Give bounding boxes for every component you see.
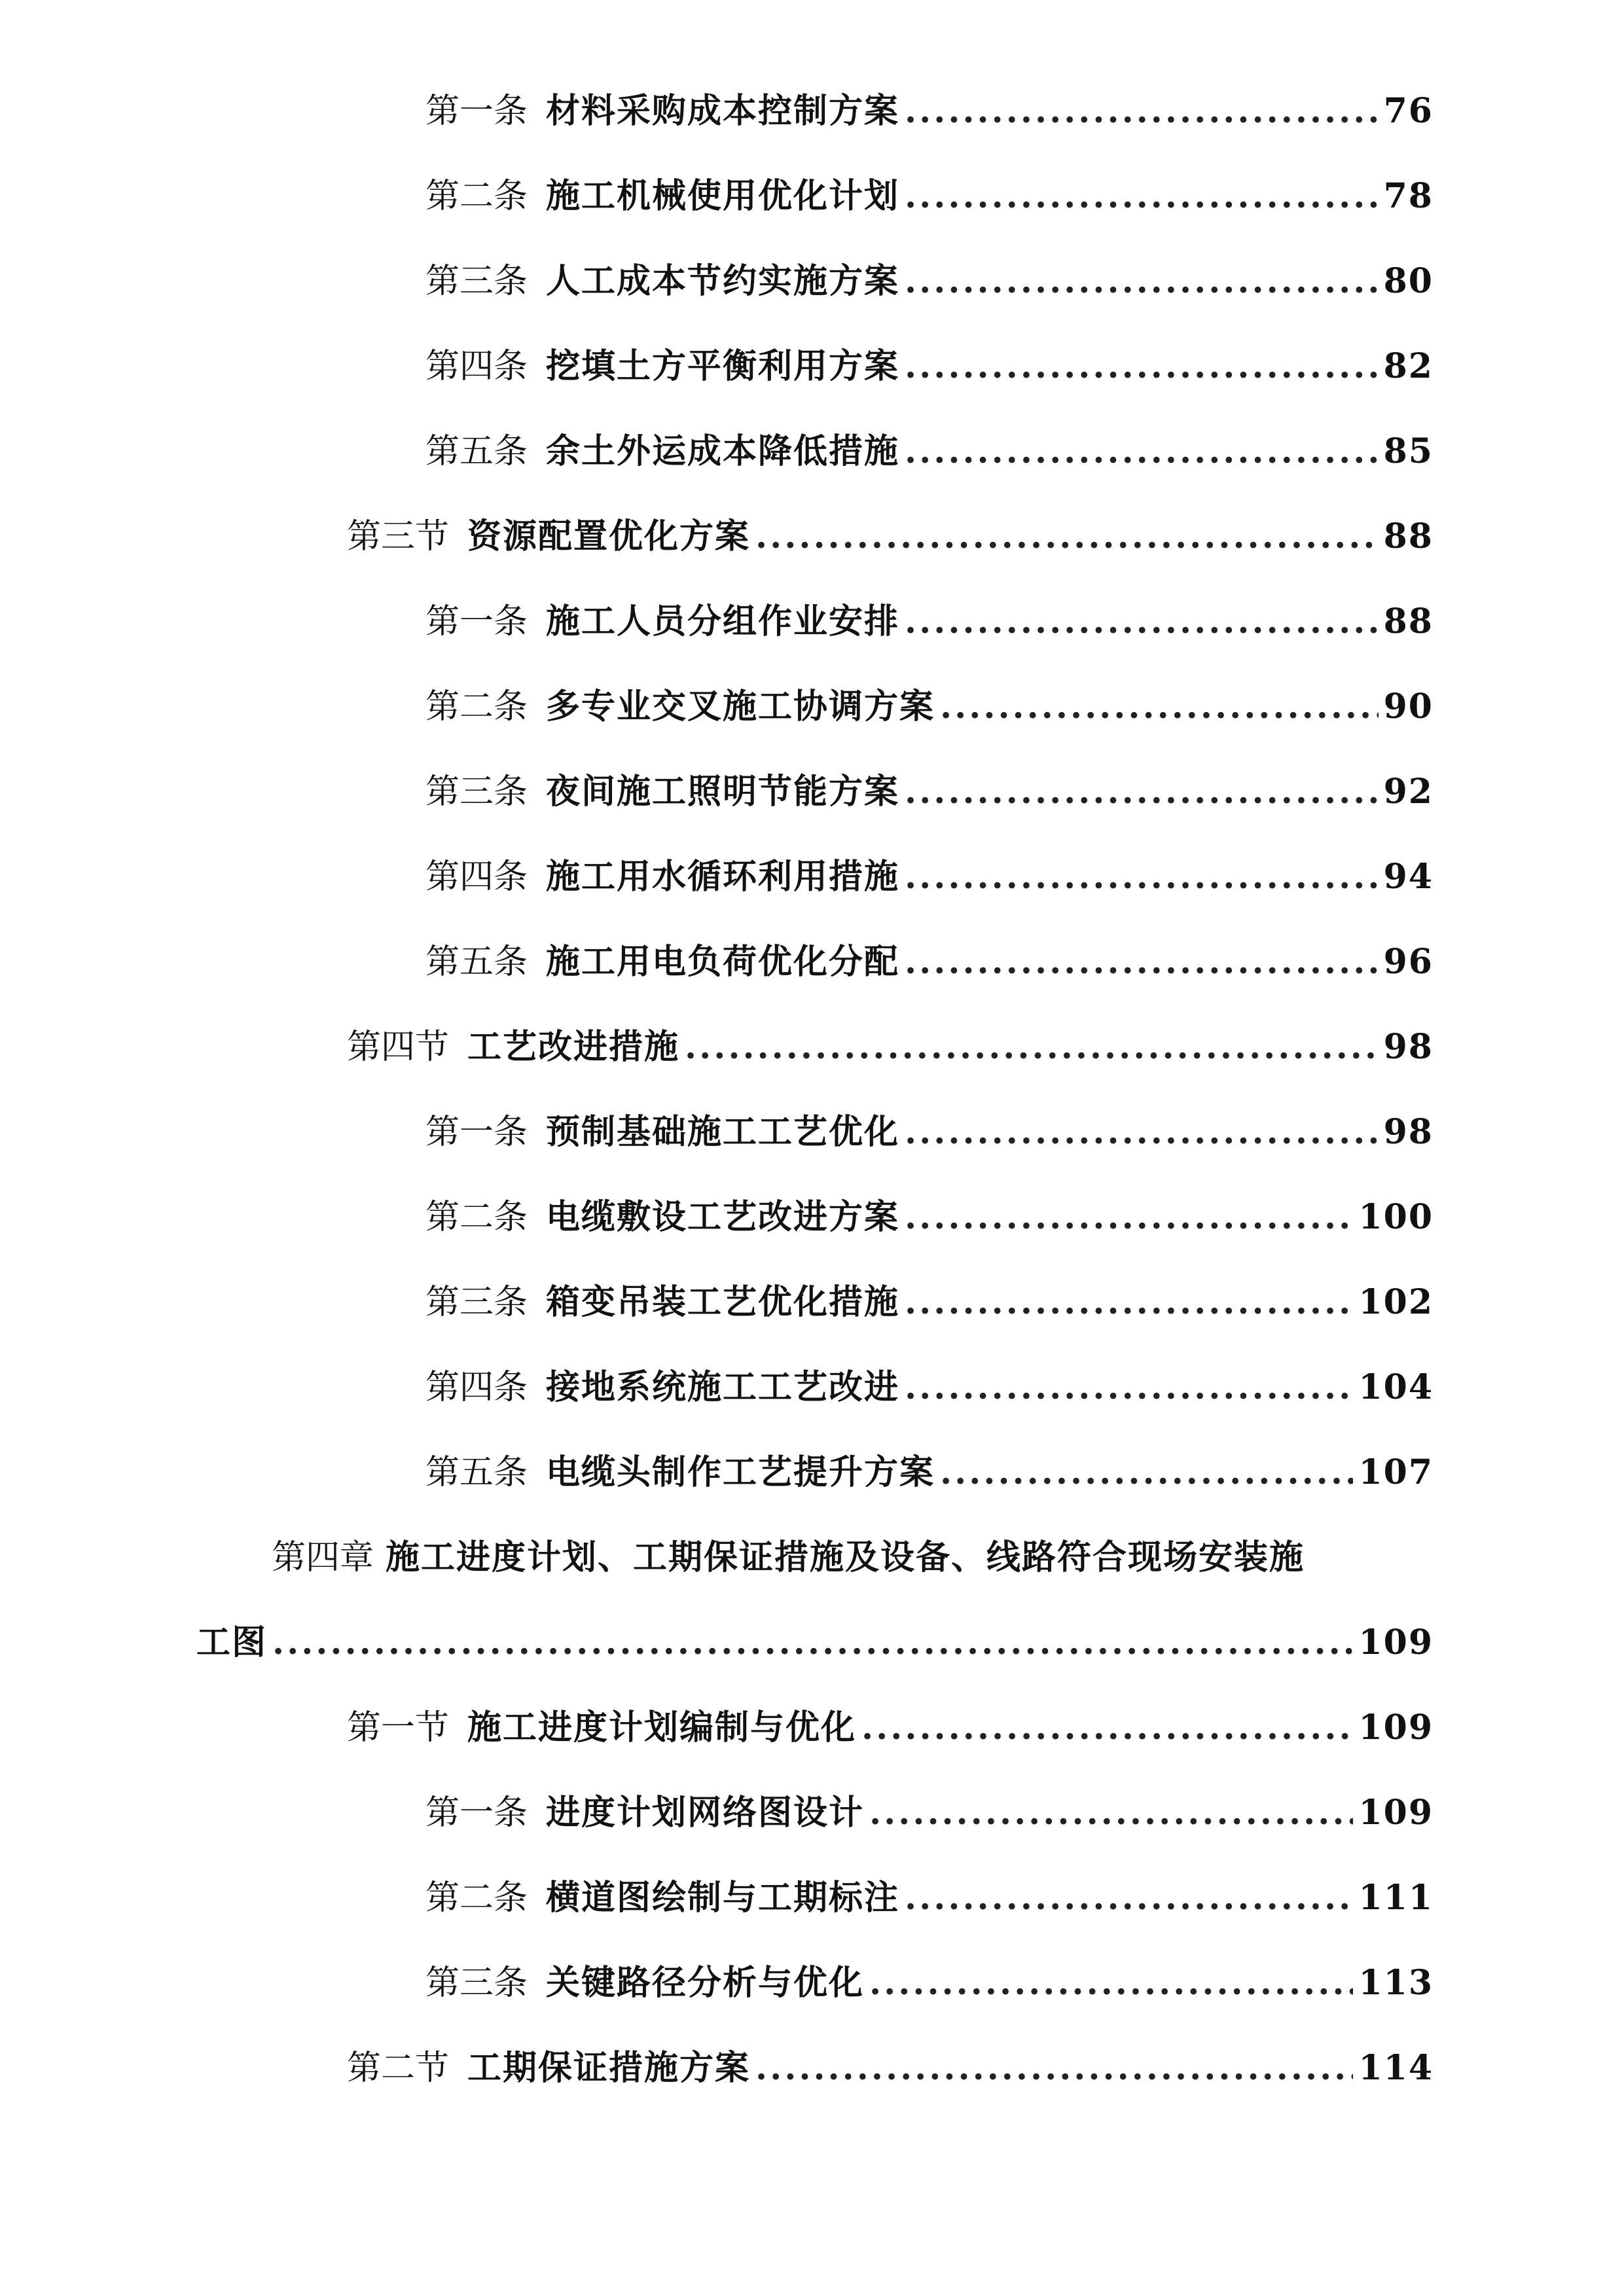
entry-label: 第一节 bbox=[347, 1708, 450, 1748]
dot-leader bbox=[905, 936, 1379, 988]
toc-chapter-heading[interactable] bbox=[272, 1532, 1434, 1584]
dot-leader bbox=[905, 851, 1379, 903]
chapter-label: 第四章 bbox=[272, 1538, 374, 1577]
entry-page-number: 85 bbox=[1383, 431, 1434, 471]
entry-page-number: 80 bbox=[1383, 261, 1434, 301]
entry-label: 第四条 bbox=[425, 857, 528, 897]
entry-page-number: 111 bbox=[1358, 1878, 1434, 1918]
entry-label: 第二条 bbox=[425, 1878, 528, 1918]
dot-leader bbox=[905, 425, 1379, 478]
dot-leader bbox=[905, 1191, 1353, 1244]
toc-entry[interactable] bbox=[425, 425, 1434, 478]
entry-label: 第四条 bbox=[425, 1368, 528, 1407]
entry-page-number: 98 bbox=[1383, 1027, 1434, 1067]
entry-title: 材料采购成本控制方案 bbox=[546, 91, 900, 131]
toc-entry[interactable] bbox=[425, 255, 1434, 308]
entry-title: 施工人员分组作业安排 bbox=[546, 601, 900, 641]
toc-entry[interactable] bbox=[425, 936, 1434, 988]
dot-leader bbox=[869, 1957, 1353, 2009]
entry-title: 施工进度计划编制与优化 bbox=[467, 1708, 857, 1748]
dot-leader bbox=[905, 1872, 1353, 1924]
toc-entry[interactable] bbox=[425, 340, 1434, 393]
entry-title: 施工用电负荷优化分配 bbox=[546, 942, 900, 982]
chapter-title-line2: 工图 bbox=[196, 1623, 268, 1662]
entry-page-number: 109 bbox=[1358, 1708, 1434, 1748]
dot-leader bbox=[869, 1787, 1353, 1839]
entry-label: 第一条 bbox=[425, 1113, 528, 1152]
dot-leader bbox=[905, 255, 1379, 308]
dot-leader bbox=[755, 2042, 1353, 2094]
entry-page-number: 82 bbox=[1383, 346, 1434, 386]
toc-entry[interactable] bbox=[425, 1361, 1434, 1414]
dot-leader bbox=[905, 85, 1379, 137]
entry-page-number: 76 bbox=[1383, 91, 1434, 131]
toc-entry[interactable] bbox=[425, 1191, 1434, 1244]
entry-label: 第四节 bbox=[347, 1028, 450, 1067]
chapter-page-number: 109 bbox=[1358, 1623, 1434, 1662]
entry-title: 余土外运成本降低措施 bbox=[546, 431, 900, 471]
dot-leader bbox=[905, 1361, 1353, 1414]
dot-leader bbox=[272, 1617, 1353, 1669]
entry-page-number: 104 bbox=[1358, 1367, 1434, 1407]
entry-label: 第二条 bbox=[425, 687, 528, 726]
entry-label: 第二节 bbox=[347, 2049, 450, 2088]
entry-label: 第五条 bbox=[425, 942, 528, 982]
dot-leader bbox=[940, 681, 1379, 733]
entry-page-number: 94 bbox=[1383, 857, 1434, 897]
entry-page-number: 88 bbox=[1383, 516, 1434, 556]
entry-page-number: 107 bbox=[1358, 1452, 1434, 1492]
entry-page-number: 90 bbox=[1383, 687, 1434, 726]
toc-entry[interactable] bbox=[347, 511, 1434, 563]
dot-leader bbox=[861, 1702, 1353, 1754]
dot-leader bbox=[905, 596, 1379, 648]
toc-entry[interactable] bbox=[425, 1872, 1434, 1924]
entry-title: 多专业交叉施工协调方案 bbox=[546, 687, 935, 726]
entry-label: 第一条 bbox=[425, 602, 528, 641]
entry-page-number: 114 bbox=[1358, 2048, 1434, 2088]
dot-leader bbox=[905, 170, 1379, 223]
toc-entry[interactable] bbox=[425, 596, 1434, 648]
entry-title: 进度计划网络图设计 bbox=[546, 1793, 865, 1833]
dot-leader bbox=[905, 766, 1379, 818]
dot-leader bbox=[905, 340, 1379, 393]
entry-title: 关键路径分析与优化 bbox=[546, 1963, 865, 2003]
entry-page-number: 113 bbox=[1358, 1963, 1434, 2003]
entry-title: 工期保证措施方案 bbox=[467, 2048, 751, 2088]
dot-leader bbox=[940, 1446, 1353, 1499]
toc-entry[interactable] bbox=[425, 1106, 1434, 1158]
entry-title: 施工机械使用优化计划 bbox=[546, 176, 900, 216]
entry-label: 第二条 bbox=[425, 1198, 528, 1237]
toc-entry[interactable] bbox=[425, 1957, 1434, 2009]
entry-label: 第三条 bbox=[425, 1964, 528, 2003]
entry-title: 人工成本节约实施方案 bbox=[546, 261, 900, 301]
toc-entry[interactable] bbox=[425, 851, 1434, 903]
toc-entry[interactable] bbox=[425, 766, 1434, 818]
chapter-title-line1: 施工进度计划、工期保证措施及设备、线路符合现场安装施 bbox=[386, 1537, 1305, 1577]
entry-label: 第三条 bbox=[425, 1283, 528, 1322]
entry-title: 资源配置优化方案 bbox=[467, 516, 751, 556]
entry-page-number: 88 bbox=[1383, 601, 1434, 641]
entry-title: 电缆敷设工艺改进方案 bbox=[546, 1197, 900, 1237]
entry-label: 第一条 bbox=[425, 1793, 528, 1833]
entry-label: 第五条 bbox=[425, 432, 528, 471]
toc-entry[interactable] bbox=[425, 1276, 1434, 1329]
entry-page-number: 100 bbox=[1358, 1197, 1434, 1237]
entry-label: 第一条 bbox=[425, 92, 528, 131]
entry-page-number: 78 bbox=[1383, 176, 1434, 216]
dot-leader bbox=[905, 1106, 1379, 1158]
entry-title: 横道图绘制与工期标注 bbox=[546, 1878, 900, 1918]
entry-title: 施工用水循环利用措施 bbox=[546, 857, 900, 897]
toc-entry[interactable] bbox=[347, 2042, 1434, 2094]
entry-page-number: 92 bbox=[1383, 772, 1434, 812]
toc-chapter-heading-cont[interactable] bbox=[196, 1617, 1434, 1669]
entry-title: 电缆头制作工艺提升方案 bbox=[546, 1452, 935, 1492]
toc-entry[interactable] bbox=[425, 1787, 1434, 1839]
entry-title: 工艺改进措施 bbox=[467, 1027, 680, 1067]
entry-title: 箱变吊装工艺优化措施 bbox=[546, 1282, 900, 1322]
toc-entry[interactable] bbox=[425, 85, 1434, 137]
entry-title: 挖填土方平衡利用方案 bbox=[546, 346, 900, 386]
toc-entry[interactable] bbox=[425, 681, 1434, 733]
dot-leader bbox=[905, 1276, 1353, 1329]
toc-entry[interactable] bbox=[425, 1446, 1434, 1499]
dot-leader bbox=[755, 511, 1379, 563]
entry-title: 接地系统施工工艺改进 bbox=[546, 1367, 900, 1407]
toc-entry[interactable] bbox=[347, 1702, 1434, 1754]
entry-label: 第三条 bbox=[425, 262, 528, 301]
entry-page-number: 96 bbox=[1383, 942, 1434, 982]
entry-label: 第三节 bbox=[347, 517, 450, 556]
entry-title: 预制基础施工工艺优化 bbox=[546, 1112, 900, 1152]
dot-leader bbox=[685, 1021, 1379, 1073]
entry-label: 第二条 bbox=[425, 177, 528, 216]
entry-page-number: 102 bbox=[1358, 1282, 1434, 1322]
entry-label: 第五条 bbox=[425, 1453, 528, 1492]
entry-page-number: 109 bbox=[1358, 1793, 1434, 1833]
toc-entry[interactable] bbox=[347, 1021, 1434, 1073]
toc-entry[interactable] bbox=[425, 170, 1434, 223]
entry-label: 第四条 bbox=[425, 347, 528, 386]
entry-page-number: 98 bbox=[1383, 1112, 1434, 1152]
entry-label: 第三条 bbox=[425, 772, 528, 812]
entry-title: 夜间施工照明节能方案 bbox=[546, 772, 900, 812]
